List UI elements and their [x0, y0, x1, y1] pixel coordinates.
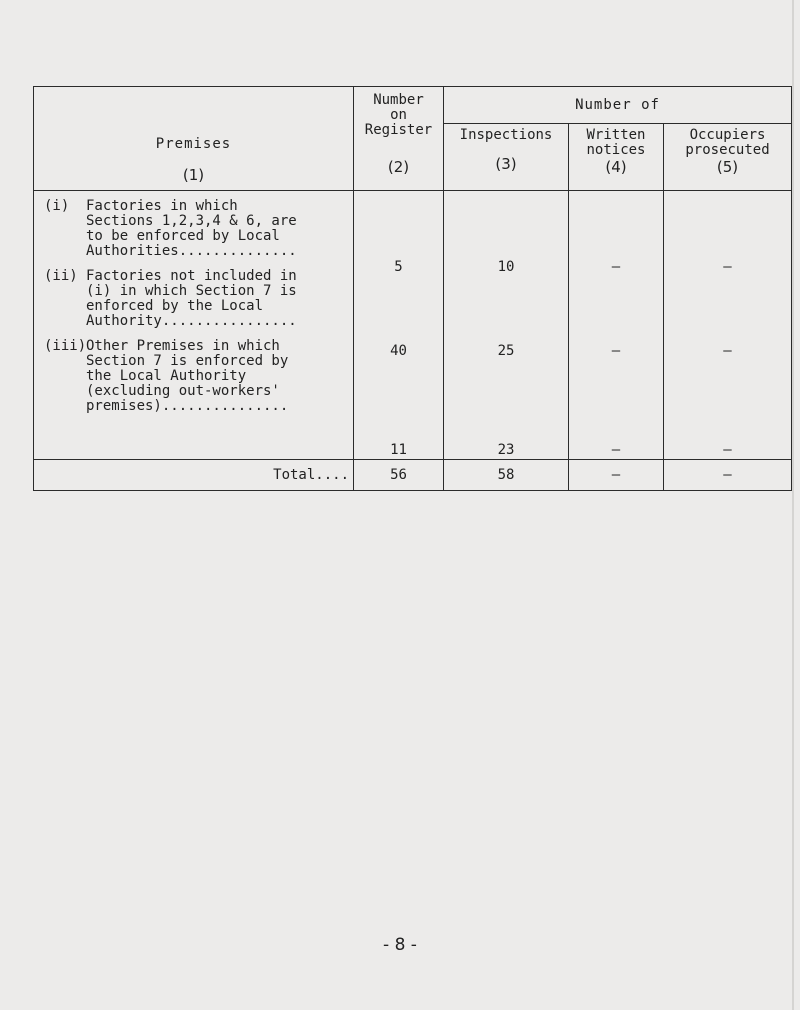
register-header-num: (2): [387, 158, 410, 176]
written-header-line1: Written: [586, 127, 646, 143]
register-header: [354, 87, 444, 191]
row-num: (i): [44, 198, 70, 214]
occupiers-header-line1: Occupiers: [689, 127, 766, 143]
premises-header-label: Premises: [155, 136, 232, 152]
prosecuted-value: –: [723, 343, 732, 359]
written-header-line2: notices: [586, 142, 646, 158]
header-row-1: [34, 87, 792, 124]
report-table: [33, 86, 792, 491]
inspections-column: [444, 191, 569, 460]
row-num: (ii): [44, 268, 78, 284]
body-row: [34, 191, 792, 460]
total-row: [34, 460, 792, 491]
premises-cell: [34, 191, 354, 460]
register-value: 40: [390, 343, 407, 359]
register-value: 11: [390, 442, 407, 458]
written-header-num: (4): [605, 158, 627, 176]
written-notices-value: –: [611, 442, 621, 458]
written-notices-column: [569, 191, 664, 460]
row-description: Factories in which Sections 1,2,3,4 & 6, are to be enforced by Local Authorities..............: [86, 198, 297, 259]
total-label: Total....: [34, 460, 354, 491]
prosecuted-value: –: [723, 259, 732, 275]
page-edge: [792, 0, 794, 1010]
row-description: Other Premises in which Section 7 is enforced by the Local Authority (excluding out-workers' premises)...............: [86, 338, 289, 414]
occupiers-header-line2: prosecuted: [685, 142, 770, 158]
prosecuted-value: –: [723, 442, 732, 458]
premises-header: [34, 87, 354, 191]
total-inspections: 58: [444, 460, 569, 491]
total-prosecuted: –: [664, 460, 792, 491]
inspections-value: 25: [497, 343, 515, 359]
inspections-header-label: Inspections: [459, 127, 553, 143]
register-column: [354, 191, 444, 460]
register-header-line1: Number: [373, 92, 424, 108]
row-num: (iii): [44, 338, 87, 354]
written-notices-value: –: [611, 343, 621, 359]
total-register: 56: [354, 460, 444, 491]
row-item-ii: [44, 269, 353, 329]
prosecuted-column: [664, 191, 792, 460]
inspections-value: 23: [497, 442, 515, 458]
occupiers-header-num: (5): [716, 158, 739, 176]
register-value: 5: [394, 259, 403, 275]
row-item-iii: [44, 339, 353, 414]
register-header-line2: on: [390, 107, 407, 123]
inspections-value: 10: [497, 259, 515, 275]
page-number: - 8 -: [383, 935, 417, 955]
inspections-header: [444, 124, 569, 191]
row-description: Factories not included in (i) in which Section 7 is enforced by the Local Authority................: [86, 268, 297, 329]
inspections-header-num: (3): [495, 155, 517, 173]
register-header-line3: Register: [364, 122, 433, 138]
number-of-header: Number of: [444, 87, 792, 124]
total-written-notices: –: [569, 460, 664, 491]
written-notices-header: [569, 124, 664, 191]
row-item-i: [44, 199, 353, 259]
occupiers-prosecuted-header: [664, 124, 792, 191]
written-notices-value: –: [611, 259, 621, 275]
premises-header-num: (1): [182, 166, 205, 184]
